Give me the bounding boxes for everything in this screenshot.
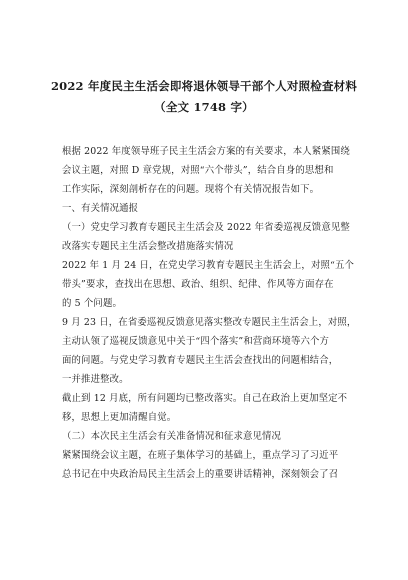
body-line: 工作实际，深刻剖析存在的问题。现将个有关情况报告如下。 bbox=[62, 184, 320, 195]
body-line: 面的问题。与党史学习教育专题民主生活会查找出的问题相结合， bbox=[62, 355, 339, 366]
body-line: 总书记在中央政治局民主生活会上的重要讲话精神，深刻领会了召 bbox=[62, 469, 339, 480]
body-line: 的 5 个问题。 bbox=[62, 298, 123, 309]
body-line: 移，思想上更加清醒自觉。 bbox=[62, 412, 177, 423]
body-line: 9 月 23 日，在省委巡视反馈意见落实整改专题民主生活会上，对照， bbox=[62, 317, 357, 328]
body-line: 根据 2022 年度领导班子民主生活会方案的有关要求，本人紧紧围绕 bbox=[62, 146, 350, 157]
document-subtitle: （全文 1748 字） bbox=[154, 100, 254, 114]
body-line: 紧紧围绕会议主题，在班子集体学习的基础上，重点学习了习近平 bbox=[62, 450, 339, 461]
body-line: 主动认领了巡视反馈意见中关于“四个落实”和营商环境等六个方 bbox=[62, 336, 330, 347]
body-line: 截止到 12 月底，所有问题均已整改落实。自己在政治上更加坚定不 bbox=[62, 393, 348, 404]
body-line: 2022 年 1 月 24 日，在党史学习教育专题民主生活会上，对照“五个 bbox=[62, 260, 354, 271]
subsection-heading: （一）党史学习教育专题民主生活会及 2022 年省委巡视反馈意见整 bbox=[62, 222, 350, 233]
body-line: 一并推进整改。 bbox=[62, 374, 129, 385]
document-title: 2022 年度民主生活会即将退休领导干部个人对照检查材料 bbox=[50, 79, 358, 93]
subsection-heading: （二）本次民主生活会有关准备情况和征求意见情况 bbox=[62, 431, 282, 442]
section-heading: 一、有关情况通报 bbox=[62, 203, 139, 214]
subsection-heading: 改落实专题民主生活会整改措施落实情况 bbox=[62, 241, 234, 252]
body-line: 会议主题，对照 D 章党规，对照“六个带头”，结合自身的思想和 bbox=[62, 165, 334, 176]
body-line: 带头”要求，查找出在思想、政治、组织、纪律、作风等方面存在 bbox=[62, 279, 334, 290]
